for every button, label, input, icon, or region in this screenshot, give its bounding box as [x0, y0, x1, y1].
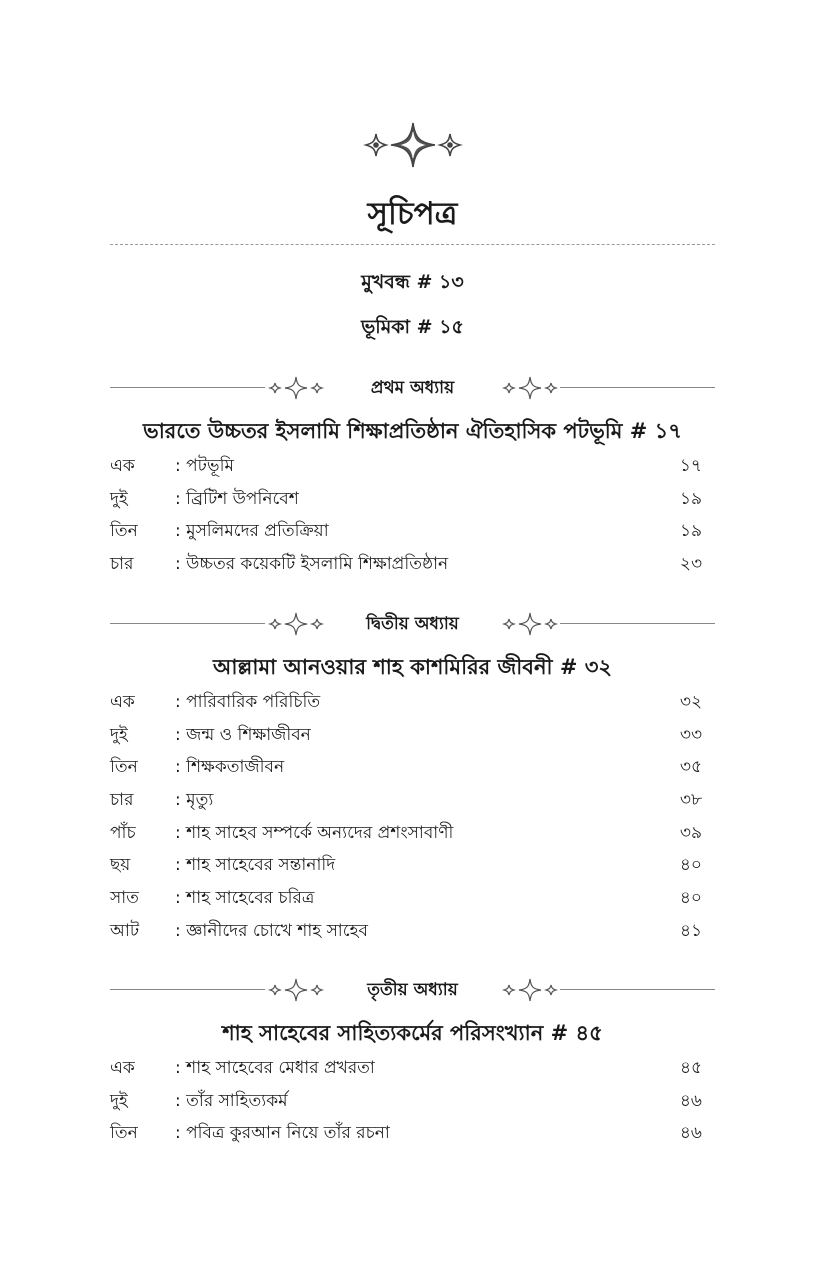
ornament-icon [360, 120, 466, 170]
entry-page: ৪০ [679, 855, 702, 876]
entry-page: ২৩ [679, 554, 702, 575]
ornament-icon [266, 375, 326, 401]
entry-title: : মৃত্যু [175, 790, 214, 811]
toc-entry [0, 1120, 825, 1153]
front-matter-item: মুখবন্ধ # ১৩ [361, 271, 464, 293]
entry-page: ৩৫ [679, 757, 702, 778]
ornament-icon [500, 375, 560, 401]
entry-title: : জ্ঞানীদের চোখে শাহ সাহেব [175, 920, 368, 941]
entry-number: পাঁচ [110, 822, 136, 843]
toc-entry [0, 820, 825, 853]
entry-number: সাত [110, 888, 139, 909]
entry-page: ১৯ [679, 488, 702, 509]
page-title: সূচিপত্র [367, 196, 458, 232]
ornament-icon [266, 977, 326, 1003]
entry-number: এক [110, 456, 135, 476]
chapter-header [0, 373, 825, 401]
entry-page: ৩৯ [679, 822, 702, 843]
chapter-label: দ্বিতীয় অধ্যায় [366, 614, 459, 634]
chapter-section [0, 609, 825, 951]
entry-number: তিন [110, 521, 138, 542]
toc-entry [0, 551, 825, 584]
toc-entry [0, 453, 825, 486]
divider-line [560, 623, 715, 624]
entry-page: ৪০ [679, 888, 702, 909]
entry-title: : পারিবারিক পরিচিতি [175, 692, 321, 712]
entry-title: : শাহ সাহেব সম্পর্কে অন্যদের প্রশংসাবাণী [175, 822, 454, 843]
entry-number: তিন [110, 1123, 138, 1144]
divider-line [560, 989, 715, 990]
entry-page: ৪৬ [679, 1123, 702, 1144]
divider-line [110, 623, 265, 624]
entry-title: : পবিত্র কুরআন নিয়ে তাঁর রচনা [175, 1123, 390, 1144]
toc-entry [0, 518, 825, 551]
chapter-header [0, 975, 825, 1003]
entry-number: দুই [110, 488, 128, 509]
chapter-label: প্রথম অধ্যায় [370, 378, 455, 398]
entry-page: ১৯ [679, 521, 702, 542]
chapter-header [0, 609, 825, 637]
entry-page: ১৭ [679, 456, 702, 476]
entry-number: দুই [110, 1090, 128, 1111]
toc-entry [0, 1055, 825, 1088]
entry-title: : উচ্চতর কয়েকটি ইসলামি শিক্ষাপ্রতিষ্ঠান [175, 554, 449, 575]
entry-number: এক [110, 1058, 135, 1078]
entry-number: দুই [110, 724, 128, 745]
chapter-title: ভারতে উচ্চতর ইসলামি শিক্ষাপ্রতিষ্ঠান ঐতিহাসিক পটভূমি # ১৭ [143, 419, 682, 443]
toc-entry [0, 689, 825, 722]
entry-page: ৩৩ [679, 724, 702, 745]
entry-page: ৪১ [679, 920, 702, 941]
ornament-icon [500, 977, 560, 1003]
entry-title: : জন্ম ও শিক্ষাজীবন [175, 724, 311, 745]
toc-entry [0, 754, 825, 787]
front-matter-item: ভূমিকা # ১৫ [361, 316, 464, 338]
toc-entry [0, 852, 825, 885]
entry-title: : ব্রিটিশ উপনিবেশ [175, 488, 299, 509]
toc-entry [0, 486, 825, 519]
entry-page: ৪৫ [679, 1058, 702, 1078]
entry-title: : শাহ সাহেবের মেধার প্রখরতা [175, 1058, 375, 1078]
entry-title: : পটভূমি [175, 456, 234, 476]
entry-number: আট [110, 920, 140, 941]
divider-line [110, 387, 265, 388]
chapter-title: শাহ সাহেবের সাহিত্যকর্মের পরিসংখ্যান # ৪৫ [222, 1021, 603, 1045]
entry-title: : মুসলিমদের প্রতিক্রিয়া [175, 521, 329, 542]
entry-page: ৩২ [679, 692, 702, 712]
ornament-icon [266, 611, 326, 637]
toc-entry [0, 787, 825, 820]
entry-number: তিন [110, 757, 138, 778]
entry-title: : শাহ সাহেবের সন্তানাদি [175, 855, 336, 876]
divider-line [560, 387, 715, 388]
entry-page: ৪৬ [679, 1090, 702, 1111]
toc-entry [0, 885, 825, 918]
entry-number: চার [110, 790, 134, 811]
entry-number: চার [110, 554, 134, 575]
entry-title: : শিক্ষকতাজীবন [175, 757, 285, 778]
toc-entry [0, 1088, 825, 1121]
entry-number: ছয় [110, 855, 131, 876]
chapter-title: আল্লামা আনওয়ার শাহ কাশমিরির জীবনী # ৩২ [212, 655, 613, 679]
toc-entry [0, 722, 825, 755]
entry-page: ৩৮ [679, 790, 702, 811]
ornament-icon [500, 611, 560, 637]
entry-number: এক [110, 692, 135, 712]
title-divider [110, 244, 715, 245]
chapter-section [0, 373, 825, 584]
entry-title: : শাহ সাহেবের চরিত্র [175, 888, 315, 909]
chapter-label: তৃতীয় অধ্যায় [367, 980, 458, 1000]
chapter-section [0, 975, 825, 1153]
entry-title: : তাঁর সাহিত্যকর্ম [175, 1090, 288, 1111]
toc-entry [0, 918, 825, 951]
divider-line [110, 989, 265, 990]
